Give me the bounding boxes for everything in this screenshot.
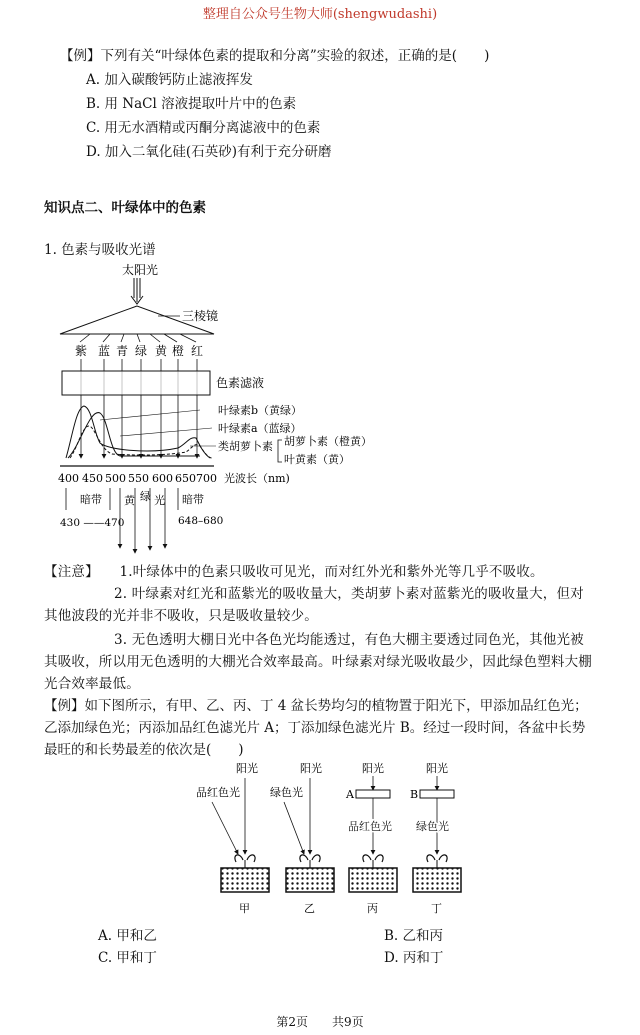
sunlight-label: 太阳光	[122, 263, 159, 277]
pot-bing	[349, 855, 397, 892]
note-3-line-1: 3. 无色透明大棚日光中各色光均能透过，有色大棚主要透过同色光，其他光被	[114, 632, 584, 648]
page-header: 整理自公众号生物大师(shengwudashi)	[202, 7, 438, 22]
filter-label: 色素滤液	[216, 376, 265, 390]
axis-label: 光波长（nm)	[224, 472, 290, 485]
yi-green-label: 绿色光	[270, 786, 303, 799]
sunlight-arrow	[131, 278, 143, 304]
tick-500: 500	[105, 472, 126, 485]
question-2-line-1: 【例】如下图所示，有甲、乙、丙、丁 4 盆长势均匀的植物置于阳光下，甲添加品红色光；	[44, 698, 588, 714]
question-2-line-2: 乙添加绿色光；丙添加品红色滤光片 A；丁添加绿色滤光片 B。经过一段时间，各盆中长势	[44, 720, 586, 736]
absorption-curves	[66, 406, 212, 458]
tick-600: 600	[152, 472, 173, 485]
chl-a-label: 叶绿素a（蓝绿）	[218, 422, 302, 435]
q2-option-a: A. 甲和乙	[98, 928, 157, 944]
color-red: 红	[191, 344, 204, 358]
color-blue: 蓝	[98, 344, 111, 358]
dark-band-1: 暗带	[80, 493, 102, 506]
jia-magenta-label: 品红色光	[196, 786, 240, 799]
jia-sunlight-label: 阳光	[236, 762, 258, 775]
sub-title: 1. 色素与吸收光谱	[44, 242, 156, 258]
tick-550: 550	[128, 472, 149, 485]
bing-sunlight-label: 阳光	[362, 762, 384, 775]
pot-jia	[221, 855, 269, 892]
chl-a-leader	[120, 428, 212, 436]
pot-ding	[413, 855, 461, 892]
q1-option-b: B. 用 NaCl 溶液提取叶片中的色素	[86, 96, 297, 112]
page-footer: 第2页 共9页	[276, 1015, 364, 1029]
range-648-680: 648–680	[178, 515, 224, 527]
ding-sunlight-label: 阳光	[426, 762, 448, 775]
xanthophyll-label: 叶黄素（黄）	[284, 453, 350, 466]
q1-option-d: D. 加入二氧化硅(石英砂)有利于充分研磨	[86, 144, 332, 160]
dispersion-lines	[80, 334, 196, 342]
question-1-stem: 【例】下列有关“叶绿体色素的提取和分离”实验的叙述，正确的是( )	[60, 48, 490, 64]
carotene-label: 胡萝卜素（橙黄）	[284, 435, 372, 448]
pot-label-yi: 乙	[304, 902, 315, 915]
plant-pots-diagram	[0, 756, 640, 916]
filter-b-label: B	[410, 788, 419, 801]
q1-option-c: C. 用无水酒精或丙酮分离滤液中的色素	[86, 120, 321, 136]
color-violet: 紫	[75, 344, 88, 358]
chl-b-leader	[100, 410, 200, 420]
q1-option-a: A. 加入碳酸钙防止滤液挥发	[86, 72, 253, 88]
prism-label: 三棱镜	[182, 309, 219, 323]
pot-bing-setup	[345, 761, 392, 854]
pot-jia-setup	[196, 761, 258, 854]
section-title: 知识点二、叶绿体中的色素	[44, 200, 206, 216]
band-light: 光	[154, 494, 165, 507]
tick-400: 400	[58, 472, 79, 485]
wavelength-ticks	[58, 472, 217, 485]
yi-sunlight-label: 阳光	[300, 762, 322, 775]
question-2-line-3: 最旺的和长势最差的依次是( )	[44, 742, 244, 758]
note-3-line-3: 光合效率最低。	[44, 676, 140, 692]
color-yellow: 黄	[155, 344, 168, 358]
carotenoid-label: 类胡萝卜素	[218, 440, 273, 453]
band-yellow: 黄	[124, 494, 135, 507]
filter-a-label: A	[346, 788, 354, 801]
bing-magenta-label: 品红色光	[348, 820, 392, 833]
q2-option-b: B. 乙和丙	[384, 928, 444, 944]
pot-label-jia: 甲	[239, 902, 250, 915]
band-green: 绿	[140, 490, 151, 503]
range-430-470: 430 ——470	[60, 517, 125, 529]
note-2-line-1: 2. 叶绿素对红光和蓝紫光的吸收量大，类胡萝卜素对蓝紫光的吸收量大，但对	[114, 586, 584, 602]
pot-label-bing: 丙	[367, 902, 378, 915]
q2-option-c: C. 甲和丁	[98, 950, 157, 966]
pot-ding-setup	[410, 761, 454, 854]
absorption-spectrum-diagram	[0, 258, 640, 558]
tick-450: 450	[82, 472, 103, 485]
color-cyan: 青	[116, 344, 129, 358]
pot-yi	[286, 855, 334, 892]
carotenoid-brace	[278, 440, 282, 462]
color-orange: 橙	[172, 344, 185, 358]
pot-label-ding: 丁	[431, 902, 442, 915]
note-3-line-2: 其吸收，所以用无色透明的大棚光合效率最高。叶绿素对绿光吸收最少，因此绿色塑料大棚	[44, 654, 592, 670]
chl-b-label: 叶绿素b（黄绿）	[218, 404, 303, 417]
pot-yi-setup	[270, 761, 322, 854]
pigment-filter-box	[62, 371, 210, 395]
note-2-line-2: 其他波段的光并非不吸收，只是吸收量较少。	[44, 608, 318, 624]
tick-700: 700	[196, 472, 217, 485]
dark-band-2: 暗带	[182, 493, 204, 506]
note-1: 【注意】 1.叶绿体中的色素只吸收可见光，而对红外光和紫外光等几乎不吸收。	[44, 564, 544, 580]
color-green: 绿	[135, 344, 148, 358]
tick-650: 650	[175, 472, 196, 485]
q2-option-d: D. 丙和丁	[384, 950, 444, 966]
ding-green-label: 绿色光	[416, 820, 449, 833]
